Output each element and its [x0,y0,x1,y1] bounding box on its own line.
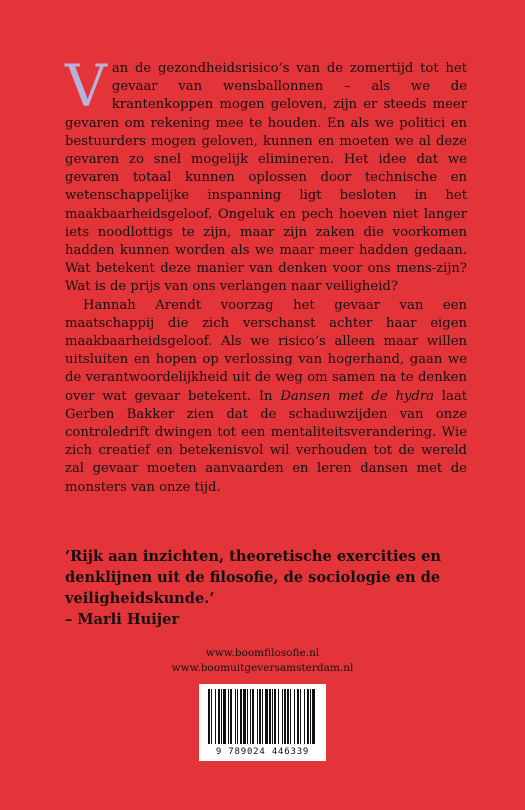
endorsement-quote [65,546,485,630]
barcode-bar [215,689,216,744]
barcode-bar [221,689,222,744]
barcode-bar [312,689,315,744]
barcode-bar [300,689,301,744]
publisher-urls [0,646,525,676]
quote-text: ‘Rijk aan inzichten, theoretische exercities en denklijnen uit de filosofie, de sociologie en de veiligheidskunde.’ [65,548,441,607]
barcode-bar [287,689,289,744]
barcode-bar [237,689,238,744]
url-boomuitgevers[interactable]: www.boomuitgeversamsterdam.nl [171,662,354,674]
barcode-bar [265,689,268,744]
barcode-bar [278,689,279,744]
isbn-barcode [199,684,326,761]
barcode-bar [274,689,276,744]
barcode-bar [218,689,220,744]
barcode-bar [262,689,263,744]
url-boomfilosofie[interactable]: www.boomfilosofie.nl [205,647,320,659]
barcode-bar [304,689,305,744]
barcode-bar [257,689,258,744]
barcode-bar [247,689,248,744]
barcode-bars [208,689,317,744]
barcode-bar [211,689,212,744]
blurb-paragraph-1 [65,52,467,297]
blurb-text [65,52,468,497]
blurb-paragraph-1-text: an de gezondheidsrisico’s van de zomertijd tot het gevaar van wensballonnen – als we de krantenkoppen mogen geloven, zijn er steeds meer gevaren om rekening mee te houden. En als we politici en bestuurders mogen geloven, kunnen en moeten we al deze gevaren zo snel mogelijk elimineren. Het idee dat we gevaren totaal kunnen oplossen door technische en wetenschappelijke inspanning ligt besloten in het maakbaarheidsgeloof. Ongeluk en pech hoeven niet langer iets noodlottigs te zijn, maar zijn zaken die voorkomen hadden kunnen worden als we maar meer hadden gedaan. Wat betekent deze manier van denken voor ons mens-zijn? Wat is de prijs van ons verlangen naar veiligheid? [65,61,467,295]
barcode-bar [310,689,311,744]
barcode-bar [269,689,271,744]
barcode-bar [307,689,309,744]
barcode-bar [230,689,232,744]
barcode-bar [252,689,254,744]
barcode-bar [284,689,286,744]
barcode-bar [250,689,251,744]
book-title: Dansen met de hydra [280,388,434,404]
blurb-paragraph-2-part-1: Hannah Arendt voorzag het gevaar van een maatschappij die zich verschanst achter haar eigen maakbaarheidsgeloof. Als we risico’s alleen maar willen uitsluiten en hopen op verlossing van hogerhand, gaan we de verantwoordelijkheid uit de weg om samen na te denken over wat gevaar betekent. In [65,297,467,404]
barcode-bar [259,689,261,744]
barcode-bar [208,689,210,744]
barcode-bar [297,689,299,744]
barcode-bar [223,689,226,744]
barcode-bar [282,689,283,744]
blurb-paragraph-2-part-2: laat Gerben Bakker zien dat de schaduwzijden van onze controledrift dwingen tot een mentaliteitsverandering. Wie zich creatief en betekenisvol wil verhouden tot de wereld zal gevaar moeten aanvaarden en leren dansen met de monsters van onze tijd. [65,388,468,495]
barcode-bar [243,689,246,744]
barcode-bar [294,689,295,744]
quote-attribution: – Marli Huijer [65,611,180,628]
drop-cap: V [65,52,107,120]
barcode-bar [272,689,273,744]
barcode-bar [235,689,236,744]
barcode-bar [240,689,242,744]
barcode-digits: 9 789024 446339 [215,747,310,757]
barcode-bar [228,689,229,744]
barcode-bar [290,689,291,744]
blurb-paragraph-2 [65,297,467,497]
